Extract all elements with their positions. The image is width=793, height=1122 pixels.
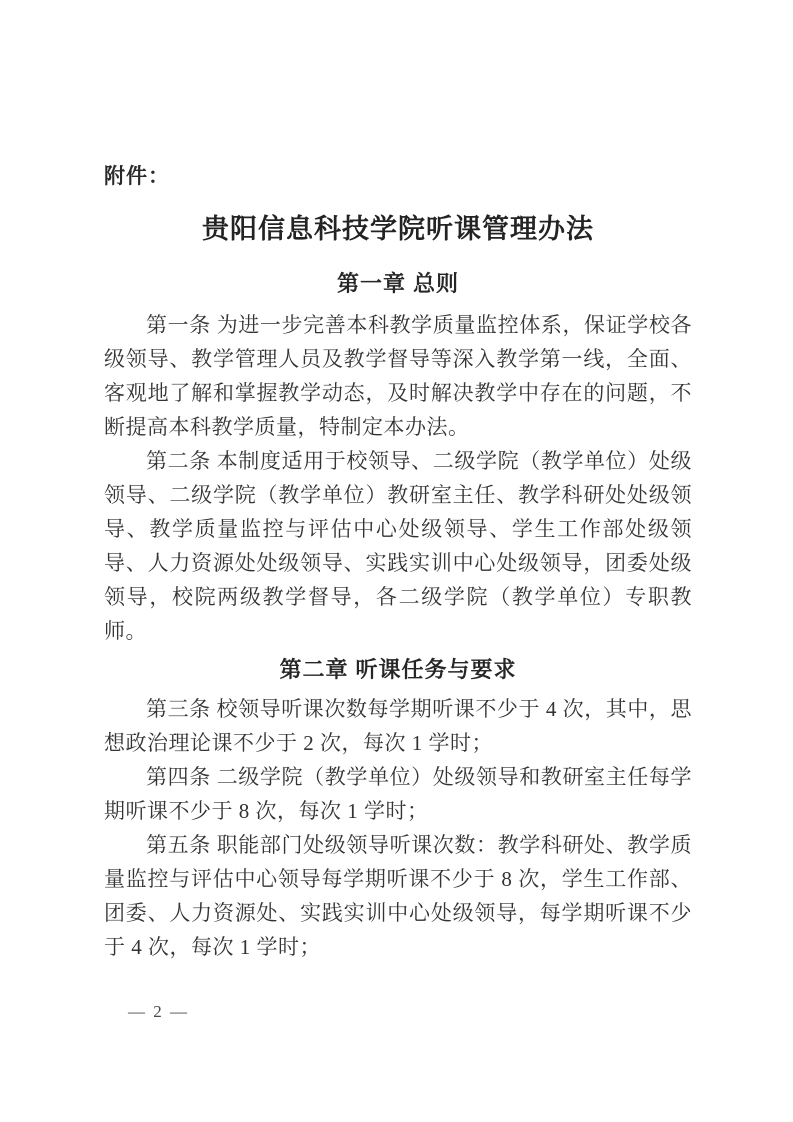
document-title: 贵阳信息科技学院听课管理办法 <box>202 214 594 244</box>
article-2: 第二条 本制度适用于校领导、二级学院（教学单位）处级领导、二级学院（教学单位）教研室主任、教学科研处处级领导、教学质量监控与评估中心处级领导、学生工作部处级领导、人力资源处处级领导、实践实训中心处级领导，团委处级领导，校院两级教学督导，各二级学院（教学单位）专职教师。 <box>104 449 692 643</box>
chapter-2-heading: 第二章 听课任务与要求 <box>279 657 517 682</box>
chapter-1-heading: 第一章 总则 <box>336 271 460 296</box>
attachment-label: 附件： <box>104 165 170 188</box>
article-3: 第三条 校领导听课次数每学期听课不少于 4 次，其中，思想政治理论课不少于 2 次，每次 1 学时； <box>104 697 692 755</box>
article-4: 第四条 二级学院（教学单位）处级领导和教研室主任每学期听课不少于 8 次，每次 1 学时； <box>104 765 692 823</box>
document-content <box>104 164 692 964</box>
article-5: 第五条 职能部门处级领导听课次数：教学科研处、教学质量监控与评估中心领导每学期听课不少于 8 次，学生工作部、团委、人力资源处、实践实训中心处级领导，每学期听课不少于 4 次，每次 1 学时； <box>104 833 692 959</box>
page-number: — 2 — <box>128 1002 189 1021</box>
article-1: 第一条 为进一步完善本科教学质量监控体系，保证学校各级领导、教学管理人员及教学督导等深入教学第一线，全面、客观地了解和掌握教学动态，及时解决教学中存在的问题，不断提高本科教学质量，特制定本办法。 <box>104 313 692 439</box>
